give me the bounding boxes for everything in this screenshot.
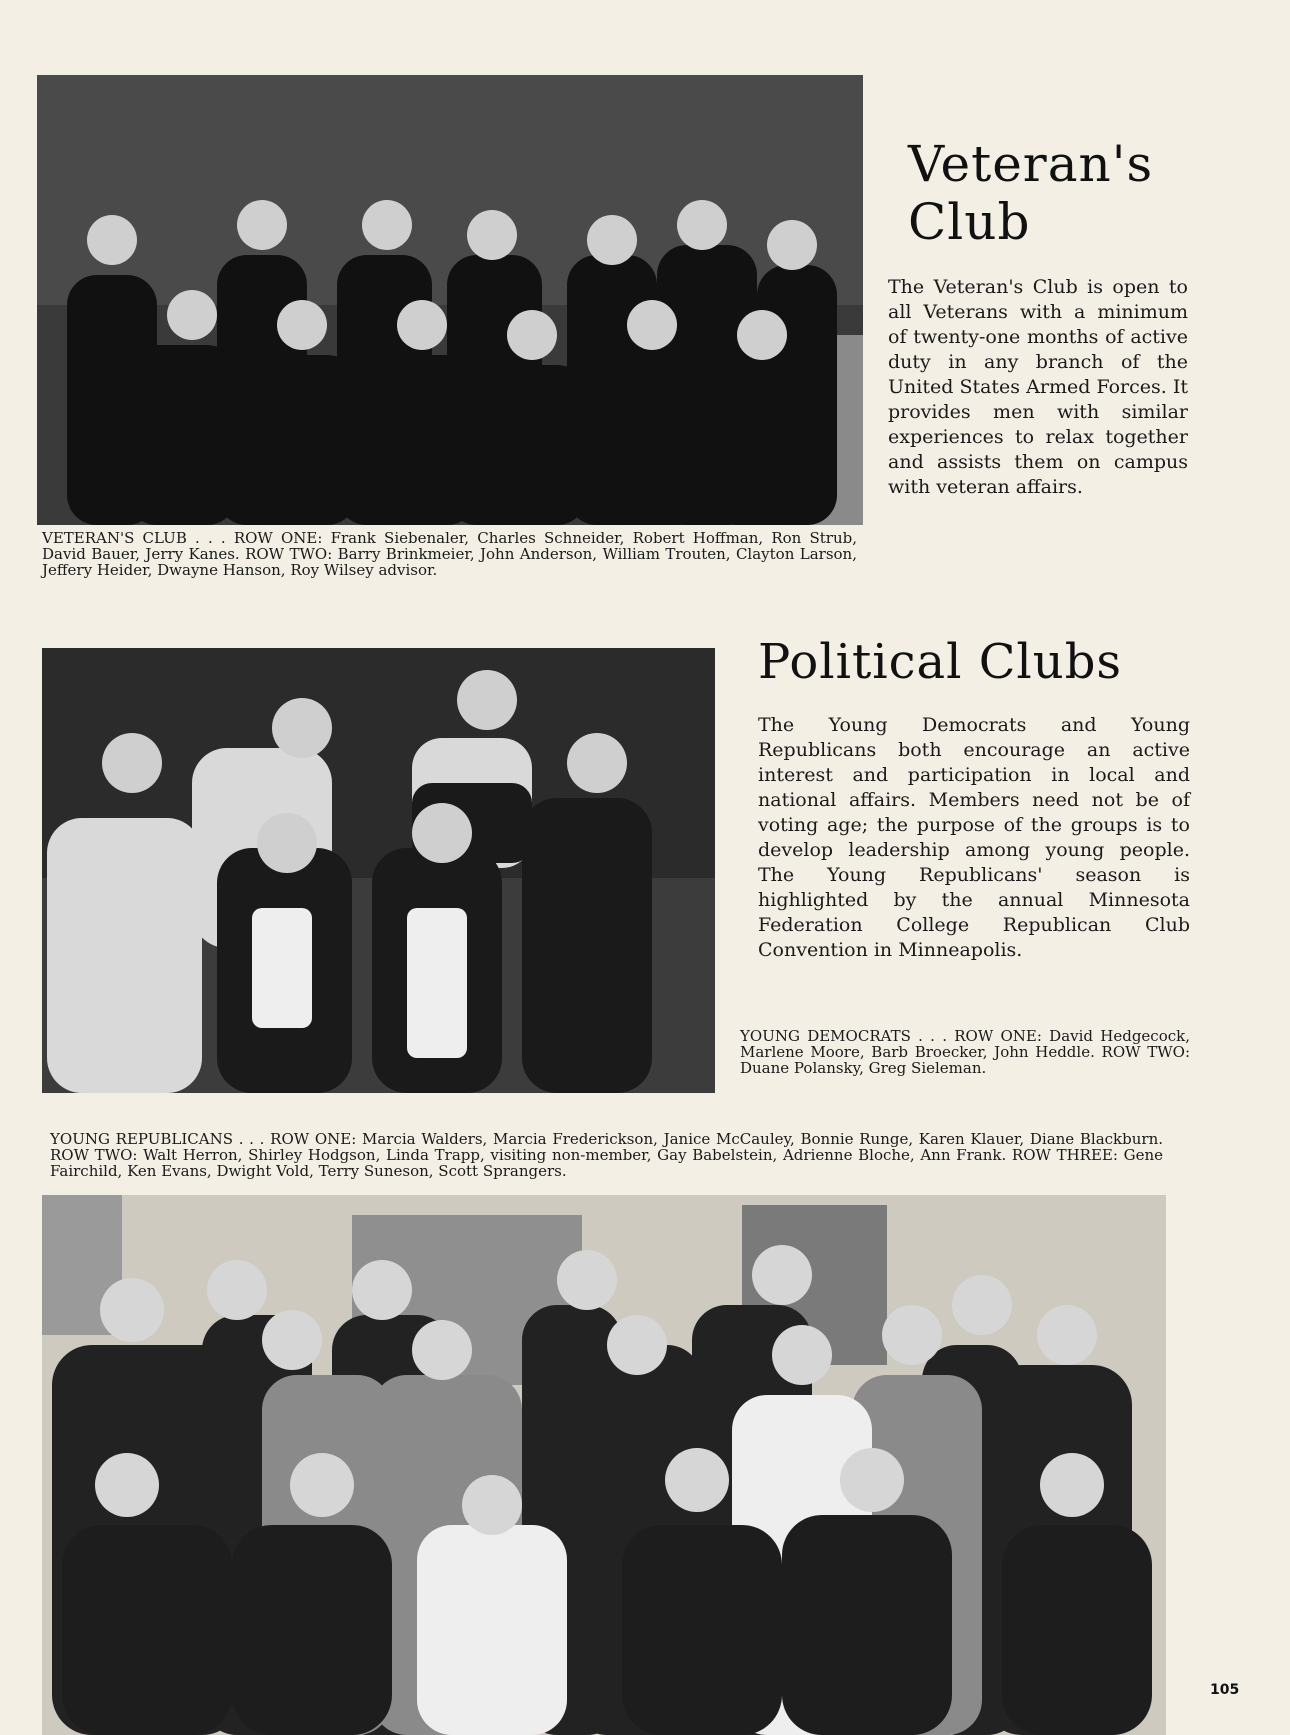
political-clubs-description: The Young Democrats and Young Republicans both encourage an active interest and participation in local and national affairs. Members need not be of voting age; the purpose of the groups is to develop leadership among young people. The Young Republicans' season is highlighted by the annual Minnesota Federation College Republican Club Convention in Minneapolis. (758, 714, 1190, 961)
young-republicans-caption: YOUNG REPUBLICANS . . . ROW ONE: Marcia Walders, Marcia Frederickson, Janice McCauley, Bonnie Runge, Karen Klauer, Diane Blackburn. ROW TWO: Walt Herron, Shirley Hodgson, Linda Trapp, visiting non-member, Gay Babelstein, Adrienne Bloche, Ann Frank. ROW THREE: Gene Fairchild, Ken Evans, Dwight Vold, Terry Suneson, Scott Sprangers. (50, 1130, 1163, 1180)
veterans-club-heading-line1: Veteran's (908, 135, 1154, 193)
veterans-club-caption: VETERAN'S CLUB . . . ROW ONE: Frank Siebenaler, Charles Schneider, Robert Hoffman, Ron Strub, David Bauer, Jerry Kanes. ROW TWO: Barry Brinkmeier, John Anderson, William Trouten, Clayton Larson, Jeffery Heider, Dwayne Hanson, Roy Wilsey advisor. (42, 529, 857, 579)
page-number: 105 (1210, 1682, 1240, 1698)
veterans-club-description: The Veteran's Club is open to all Veterans with a minimum of twenty-one months of active duty in any branch of the United States Armed Forces. It provides men with similar experiences to relax together and assists them on campus with veteran affairs. (888, 276, 1188, 498)
veterans-club-heading-line2: Club (908, 193, 1031, 251)
young-democrats-caption: YOUNG DEMOCRATS . . . ROW ONE: David Hedgecock, Marlene Moore, Barb Broecker, John Heddle. ROW TWO: Duane Polansky, Greg Sieleman. (740, 1027, 1190, 1077)
political-clubs-heading: Political Clubs (758, 634, 1123, 690)
veterans-club-heading (908, 135, 1153, 251)
veterans-club-photo (37, 75, 863, 525)
young-republicans-photo (42, 1195, 1166, 1735)
young-democrats-photo (42, 648, 715, 1093)
